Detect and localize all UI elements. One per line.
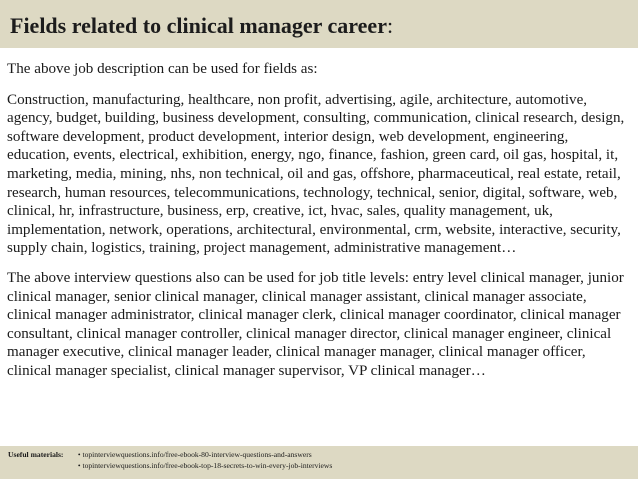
- footer-link-ebook-80-questions[interactable]: • topinterviewquestions.info/free-ebook-80-interview-questions-and-answers: [77, 450, 312, 459]
- slide-title: [10, 13, 628, 39]
- fields-paragraph: Construction, manufacturing, healthcare, non profit, advertising, agile, architecture, automotive, agency, budget, building, business development, consulting, communication, clinical research, design, software development, product development, interior design, web development, engineering, education, events, electrical, exhibition, energy, ngo, finance, fashion, green card, oil gas, hospital, it, marketing, media, mining, nhs, non technical, oil and gas, offshore, pharmaceutical, real estate, retail, research, human resources, telecommunications, technology, technical, senior, digital, software, web, clinical, hr, infrastructure, business, erp, creative, ict, hvac, sales, quality management, uk, implementation, network, operations, architectural, environmental, crm, website, interactive, security, supply chain, logistics, training, project management, administrative management…: [7, 91, 625, 257]
- slide-title-text: Fields related to clinical manager career: [10, 13, 387, 38]
- footer-bar: [0, 446, 638, 479]
- slide-title-colon: :: [386, 13, 394, 38]
- intro-text: The above job description can be used for fields as:: [7, 61, 318, 77]
- title-bar: [0, 0, 638, 48]
- footer-link-ebook-18-secrets[interactable]: • topinterviewquestions.info/free-ebook-top-18-secrets-to-win-every-job-interviews: [77, 460, 333, 470]
- job-titles-paragraph: The above interview questions also can be used for job title levels: entry level clinical manager, junior clinical manager, senior clinical manager, clinical manager assistant, clinical manager associate, clinical manager administrator, clinical manager clerk, clinical manager coordinator, clinical manager consultant, clinical manager controller, clinical manager director, clinical manager engineer, clinical manager executive, clinical manager leader, clinical manager manager, clinical manager officer, clinical manager specialist, clinical manager supervisor, VP clinical manager…: [7, 269, 624, 379]
- slide-content: [7, 60, 633, 392]
- footer-label: Useful materials:: [8, 450, 64, 459]
- footer-links: [78, 450, 332, 471]
